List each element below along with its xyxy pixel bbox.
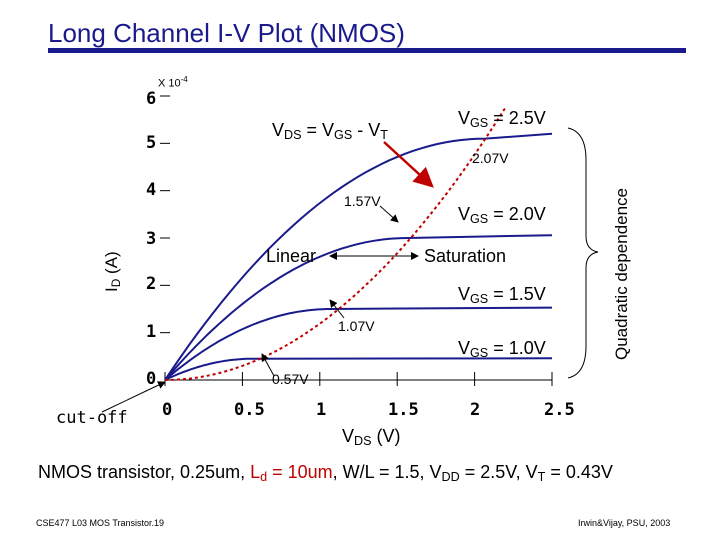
vgs-1.0-label: $V_{GS} = 1.0V$ bbox=[458, 338, 546, 361]
x-tick-label: 0.5 bbox=[234, 400, 265, 420]
footer-credit: Irwin&Vijay, PSU, 2003 bbox=[578, 518, 671, 528]
iv-curve-vgs-1 bbox=[165, 358, 552, 380]
vds-equation-arrow bbox=[384, 142, 432, 186]
x-tick-label: 1 bbox=[316, 400, 327, 420]
slide-caption: NMOS transistor, 0.25um, $L_d = 10um$, W/L = 1.5, $V_{DD} = 2.5V$, $V_T = 0.43V$ bbox=[38, 462, 613, 485]
y-tick-label: 3 bbox=[146, 229, 157, 249]
vdsat-1.57-arrow bbox=[380, 206, 398, 222]
y-tick-label: 6 bbox=[146, 89, 157, 109]
footer-course: CSE477 L03 MOS Transistor.19 bbox=[36, 518, 165, 528]
y-tick-label: 2 bbox=[146, 274, 157, 294]
x-tick-label: 1.5 bbox=[388, 400, 419, 420]
slide-title: Long Channel I-V Plot (NMOS) bbox=[48, 18, 405, 48]
x-tick-label: 0 bbox=[162, 400, 173, 420]
y-multiplier: X $10^{-4}$ bbox=[158, 75, 188, 90]
vds-equation-label: $V_{DS} = V_{GS} - V_T$ bbox=[272, 120, 388, 143]
quadratic-bracket bbox=[568, 128, 598, 378]
saturation-boundary bbox=[165, 107, 506, 380]
vdsat-1.07-label: 1.07V bbox=[338, 318, 375, 334]
cutoff-label: cut-off bbox=[56, 408, 128, 428]
vdsat-1.57-label: 1.57V bbox=[344, 193, 381, 209]
vgs-2.0-label: $V_{GS} = 2.0V$ bbox=[458, 204, 546, 227]
linear-region-label: Linear bbox=[266, 246, 317, 266]
vdsat-0.57-label: 0.57V bbox=[272, 371, 309, 387]
quadratic-dependence-label: Quadratic dependence bbox=[612, 187, 631, 360]
y-tick-label: 5 bbox=[146, 133, 157, 153]
y-tick-label: 1 bbox=[146, 322, 157, 342]
y-tick-label: 4 bbox=[146, 180, 157, 200]
x-tick-label: 2.5 bbox=[544, 400, 575, 420]
vdsat-2.07-label: 2.07V bbox=[472, 150, 509, 166]
y-axis-label: $I_D$ (A) bbox=[102, 251, 123, 292]
x-tick-label: 2 bbox=[470, 400, 481, 420]
vgs-1.5-label: $V_{GS} = 1.5V$ bbox=[458, 284, 546, 307]
y-tick-label: 0 bbox=[146, 369, 157, 389]
vgs-2.5-label: $V_{GS} = 2.5V$ bbox=[458, 108, 546, 131]
vdsat-boundary-curve bbox=[165, 107, 506, 380]
x-axis-label: $V_{DS}$ (V) bbox=[342, 426, 401, 449]
saturation-region-label: Saturation bbox=[424, 246, 507, 266]
